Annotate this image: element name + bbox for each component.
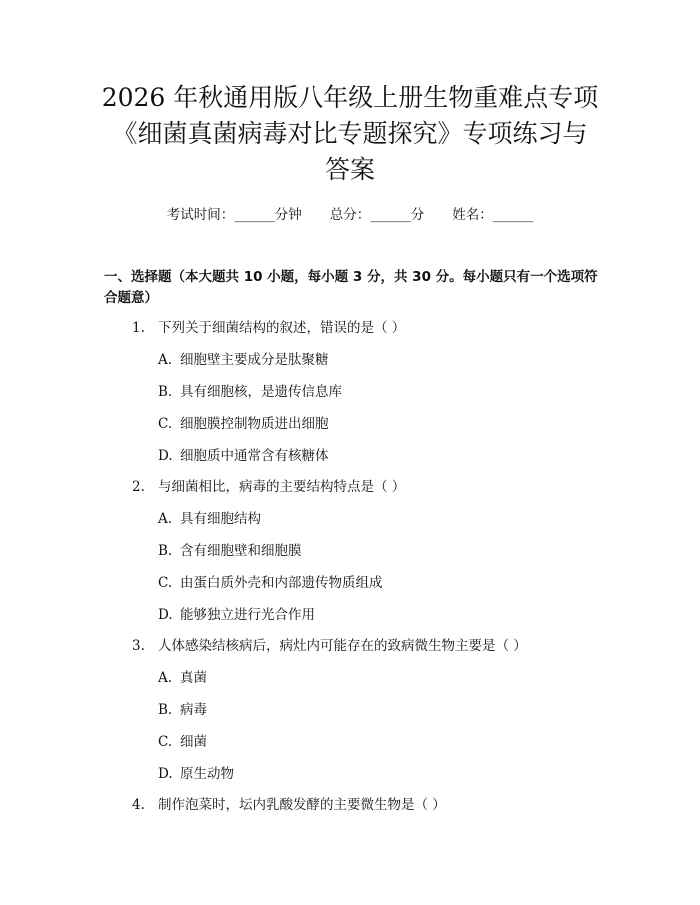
- option-letter: C.: [158, 575, 173, 591]
- question-3-stem: [132, 636, 527, 656]
- question-2-option-c: [158, 573, 383, 593]
- option-text: 由蛋白质外壳和内部遗传物质组成: [180, 575, 383, 591]
- question-number: 2.: [132, 479, 145, 495]
- document-title: [60, 80, 640, 188]
- question-1-stem: [132, 318, 405, 338]
- option-letter: C.: [158, 416, 173, 432]
- exam-score-field: 总分：______分: [329, 207, 425, 223]
- question-3-option-d: [158, 764, 234, 784]
- option-text: 具有细胞结构: [180, 511, 261, 527]
- option-letter: B.: [158, 543, 173, 559]
- option-letter: D.: [158, 607, 173, 623]
- option-text: 含有细胞壁和细胞膜: [180, 543, 302, 559]
- question-number: 1.: [132, 320, 145, 336]
- question-1-option-a: [158, 350, 329, 370]
- question-4-stem: [132, 795, 446, 815]
- option-letter: A.: [158, 511, 173, 527]
- exam-info: [0, 205, 700, 225]
- title-line-3: 答案: [324, 155, 375, 184]
- option-letter: A.: [158, 352, 173, 368]
- question-text: 人体感染结核病后，病灶内可能存在的致病微生物主要是（ ）: [158, 638, 527, 654]
- option-text: 病毒: [180, 702, 207, 718]
- section-heading: 一、选择题（本大题共 10 小题，每小题 3 分，共 30 分。每小题只有一个选项符合题意）: [104, 269, 598, 306]
- question-text: 与细菌相比，病毒的主要结构特点是（ ）: [158, 479, 406, 495]
- exam-name-field: 姓名：______: [452, 207, 534, 223]
- title-line-2: 《细菌真菌病毒对比专题探究》专项练习与: [112, 119, 588, 148]
- question-3-option-b: [158, 700, 207, 720]
- option-letter: D.: [158, 766, 173, 782]
- question-number: 3.: [132, 638, 145, 654]
- option-text: 细胞壁主要成分是肽聚糖: [180, 352, 329, 368]
- question-2-option-a: [158, 509, 261, 529]
- question-3-option-a: [158, 668, 207, 688]
- question-1-option-d: [158, 446, 329, 466]
- question-3-option-c: [158, 732, 207, 752]
- option-text: 具有细胞核，是遗传信息库: [180, 384, 342, 400]
- option-letter: B.: [158, 384, 173, 400]
- question-number: 4.: [132, 797, 145, 813]
- option-text: 原生动物: [180, 766, 234, 782]
- option-letter: A.: [158, 670, 173, 686]
- question-2-option-b: [158, 541, 302, 561]
- option-text: 真菌: [180, 670, 207, 686]
- option-letter: D.: [158, 448, 173, 464]
- question-2-stem: [132, 477, 405, 497]
- option-text: 能够独立进行光合作用: [180, 607, 315, 623]
- question-text: 制作泡菜时，坛内乳酸发酵的主要微生物是（ ）: [158, 797, 446, 813]
- option-text: 细胞膜控制物质进出细胞: [180, 416, 329, 432]
- question-text: 下列关于细菌结构的叙述，错误的是（ ）: [158, 320, 406, 336]
- title-line-1: 2026 年秋通用版八年级上册生物重难点专项: [101, 83, 599, 112]
- option-text: 细菌: [180, 734, 207, 750]
- question-1-option-c: [158, 414, 329, 434]
- question-1-option-b: [158, 382, 342, 402]
- question-2-option-d: [158, 605, 315, 625]
- option-letter: C.: [158, 734, 173, 750]
- option-text: 细胞质中通常含有核糖体: [180, 448, 329, 464]
- exam-time-field: 考试时间：______分钟: [166, 207, 302, 223]
- option-letter: B.: [158, 702, 173, 718]
